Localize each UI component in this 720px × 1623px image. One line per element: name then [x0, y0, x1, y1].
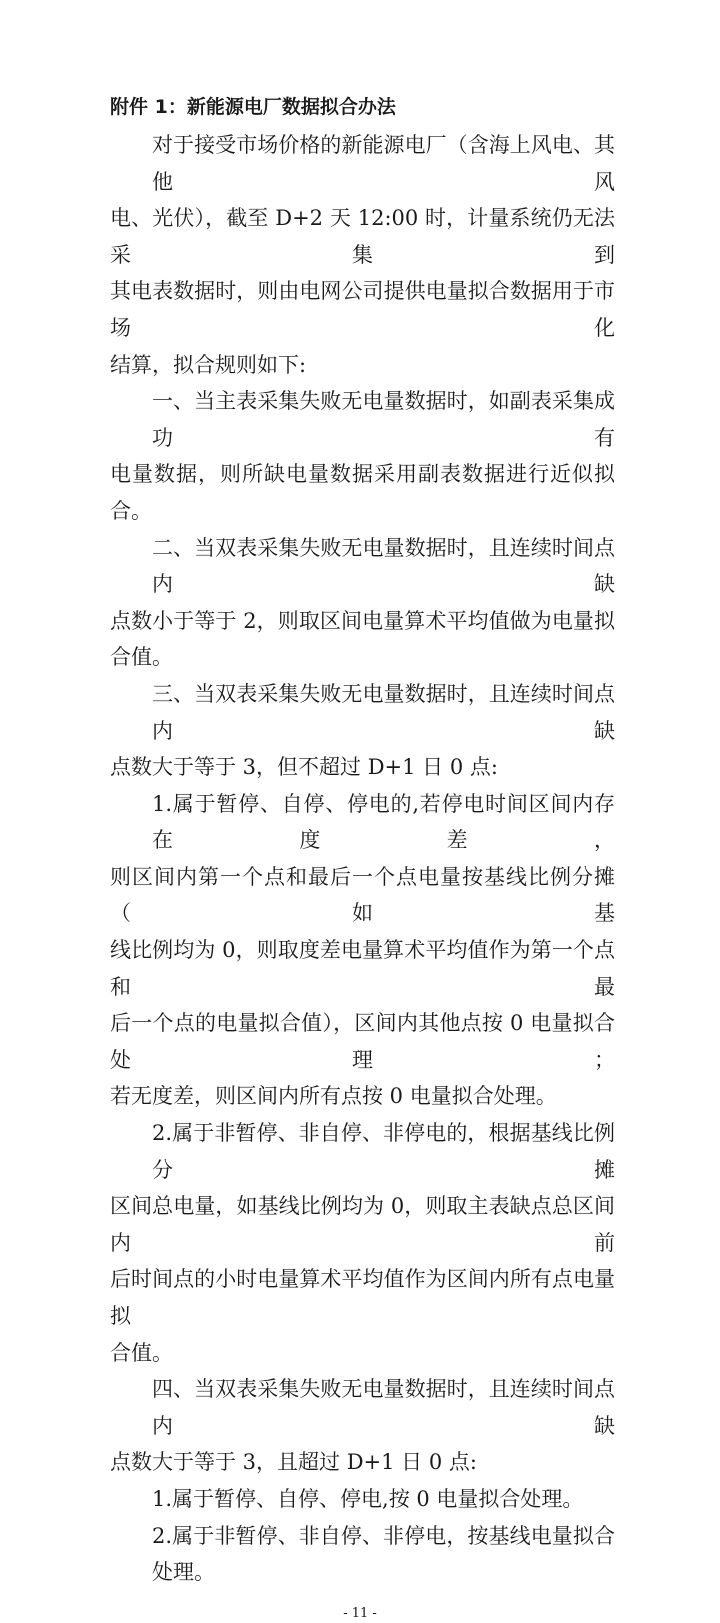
- paragraph-line: 合值。: [110, 1340, 173, 1365]
- paragraph: [110, 1115, 615, 1371]
- paragraph: [110, 1481, 615, 1518]
- paragraph-line: 后一个点的电量拟合值），区间内其他点按 0 电量拟合处理；: [110, 1011, 615, 1072]
- paragraph-line: 二、当双表采集失败无电量数据时，且连续时间点内缺: [152, 535, 615, 597]
- page-number: - 11 -: [343, 1605, 377, 1621]
- paragraph-line: 点数小于等于 2，则取区间电量算术平均值做为电量拟合值。: [110, 608, 615, 670]
- paragraph-line: 电量数据，则所缺电量数据采用副表数据进行近似拟合。: [110, 462, 615, 523]
- paragraph-line: 1.属于暂停、自停、停电,按 0 电量拟合处理。: [152, 1486, 584, 1511]
- paragraph-line: 电、光伏），截至 D+2 天 12:00 时，计量系统仍无法采集到: [110, 206, 615, 267]
- paragraph-line: 则区间内第一个点和最后一个点电量按基线比例分摊（如基: [110, 864, 615, 926]
- paragraph: [110, 383, 615, 529]
- paragraph: [110, 127, 615, 383]
- document-page: [110, 94, 615, 1623]
- paragraph-line: 结算，拟合规则如下:: [110, 352, 307, 377]
- paragraph-line: 一、当主表采集失败无电量数据时，如副表采集成功有: [152, 389, 615, 450]
- paragraph-line: 四、当双表采集失败无电量数据时，且连续时间点内缺: [152, 1377, 615, 1438]
- paragraph: [110, 1371, 615, 1481]
- paragraph: [110, 1518, 615, 1591]
- paragraph-line: 若无度差，则区间内所有点按 0 电量拟合处理。: [110, 1084, 557, 1109]
- paragraph: [110, 786, 615, 1115]
- paragraph-line: 区间总电量，如基线比例均为 0，则取主表缺点总区间内前: [110, 1194, 615, 1255]
- paragraph-line: 点数大于等于 3，且超过 D+1 日 0 点:: [110, 1450, 477, 1475]
- document-title: 附件 1：新能源电厂数据拟合办法: [110, 96, 396, 118]
- paragraph: [110, 676, 615, 786]
- paragraph-line: 对于接受市场价格的新能源电厂（含海上风电、其他风: [152, 133, 615, 194]
- paragraph-line: 2.属于非暂停、非自停、非停电，按基线电量拟合处理。: [152, 1523, 615, 1585]
- paragraph-line: 点数大于等于 3，但不超过 D+1 日 0 点:: [110, 755, 498, 780]
- document-body: [110, 127, 615, 1591]
- paragraph-line: 其电表数据时，则由电网公司提供电量拟合数据用于市场化: [110, 279, 615, 340]
- paragraph-line: 三、当双表采集失败无电量数据时，且连续时间点内缺: [152, 681, 615, 743]
- paragraph-line: 2.属于非暂停、非自停、非停电的，根据基线比例分摊: [152, 1121, 615, 1182]
- paragraph: [110, 530, 615, 676]
- paragraph-line: 后时间点的小时电量算术平均值作为区间内所有点电量拟: [110, 1267, 615, 1328]
- paragraph-line: 线比例均为 0，则取度差电量算术平均值作为第一个点和最: [110, 938, 615, 999]
- paragraph-line: 1.属于暂停、自停、停电的,若停电时间区间内存在度差，: [152, 791, 615, 853]
